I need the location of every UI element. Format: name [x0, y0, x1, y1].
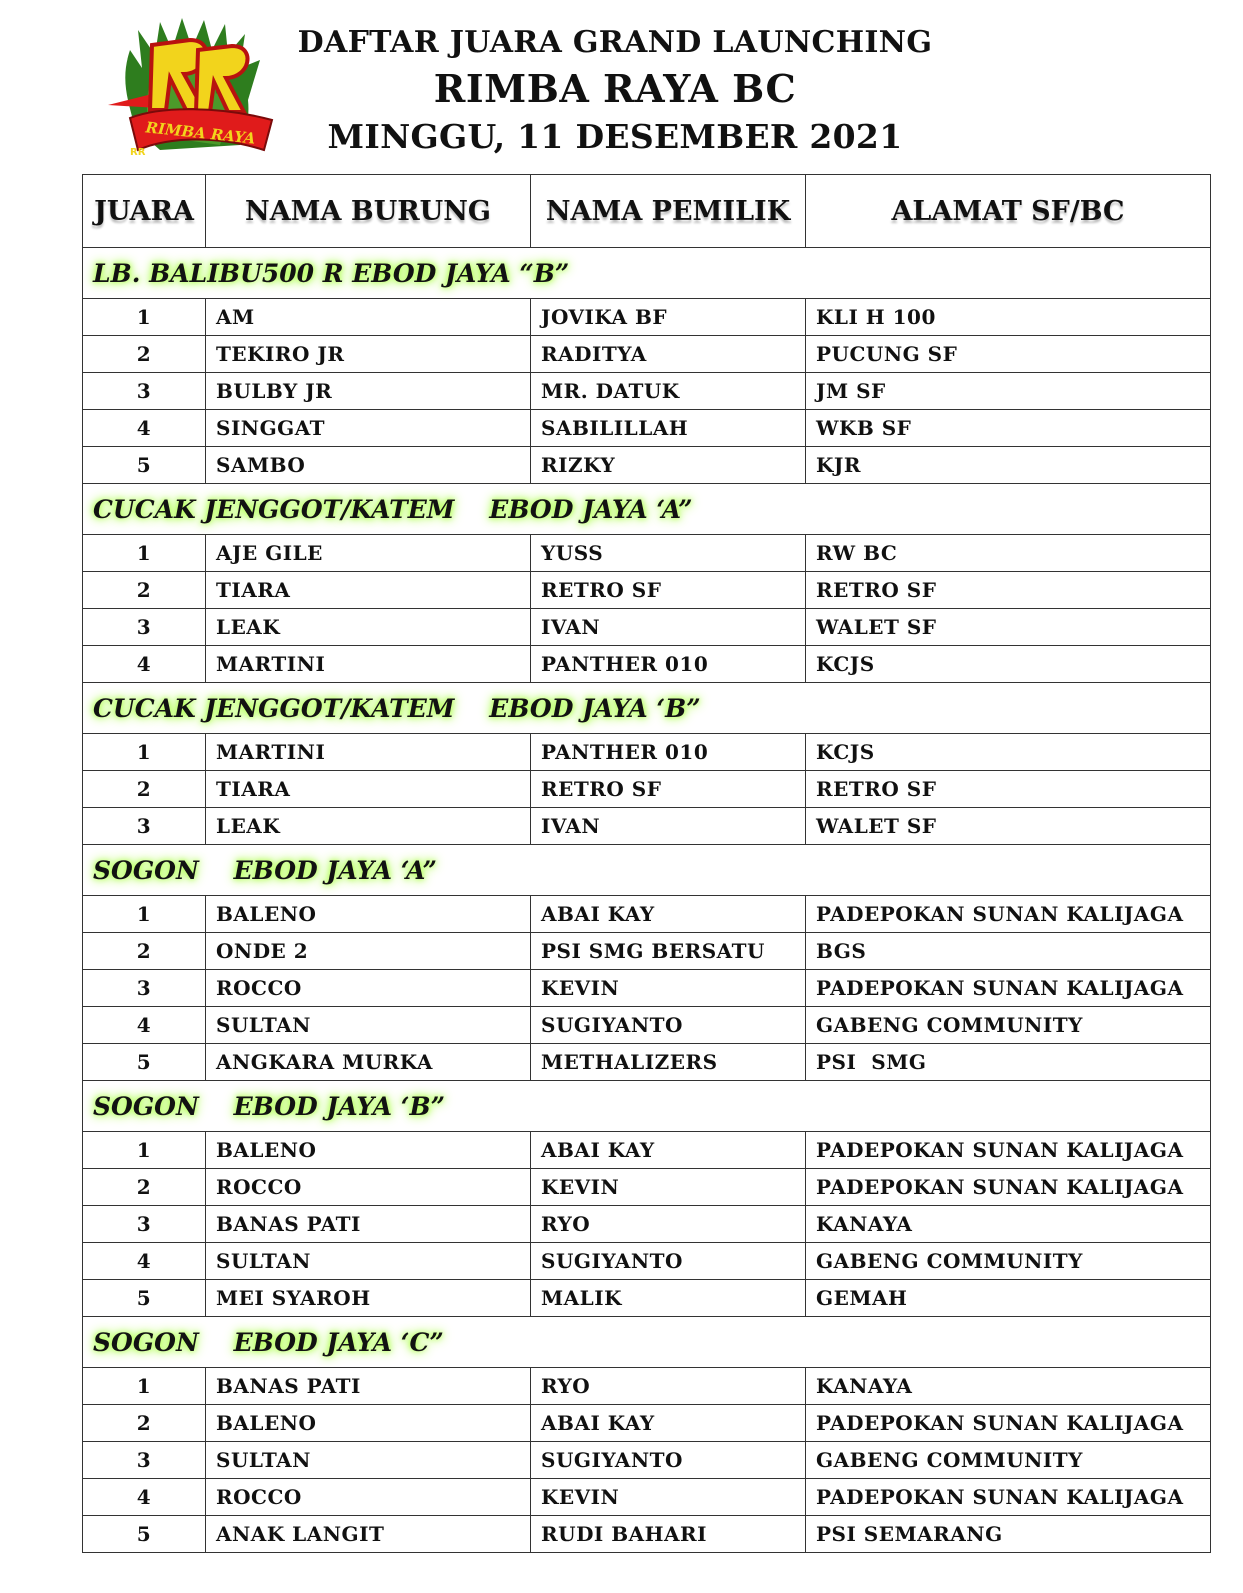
- table-row: [83, 1479, 1211, 1516]
- table-row: [83, 1169, 1211, 1206]
- bird-name-cell: MEI SYAROH: [206, 1280, 531, 1317]
- bird-name-cell: TIARA: [206, 771, 531, 808]
- bird-name-cell: ANAK LANGIT: [206, 1516, 531, 1553]
- owner-name-cell: SUGIYANTO: [531, 1442, 806, 1479]
- owner-name-cell: ABAI KAY: [531, 1132, 806, 1169]
- address-cell: WALET SF: [806, 609, 1211, 646]
- bird-name-cell: MARTINI: [206, 734, 531, 771]
- owner-name-cell: RYO: [531, 1206, 806, 1243]
- address-cell: KCJS: [806, 734, 1211, 771]
- rank-cell: 1: [83, 734, 206, 771]
- bird-name-cell: BANAS PATI: [206, 1206, 531, 1243]
- table-row: [83, 1442, 1211, 1479]
- header-alamat: ALAMAT SF/BC: [806, 175, 1211, 248]
- rimba-raya-logo: [100, 10, 280, 162]
- title-date: MINGGU, 11 DESEMBER 2021: [327, 117, 903, 156]
- bird-name-cell: ONDE 2: [206, 933, 531, 970]
- table-row: [83, 734, 1211, 771]
- bird-name-cell: SINGGAT: [206, 410, 531, 447]
- owner-name-cell: RADITYA: [531, 336, 806, 373]
- category-row: [83, 248, 1211, 299]
- address-cell: KANAYA: [806, 1368, 1211, 1405]
- table-row: [83, 970, 1211, 1007]
- address-cell: PADEPOKAN SUNAN KALIJAGA: [806, 896, 1211, 933]
- bird-name-cell: ROCCO: [206, 1169, 531, 1206]
- rank-cell: 3: [83, 1442, 206, 1479]
- rank-cell: 5: [83, 1516, 206, 1553]
- table-row: [83, 1516, 1211, 1553]
- rank-cell: 3: [83, 1206, 206, 1243]
- bird-name-cell: SULTAN: [206, 1442, 531, 1479]
- category-title: SOGON EBOD JAYA ‘A”: [83, 845, 1211, 896]
- rank-cell: 5: [83, 447, 206, 484]
- table-row: [83, 646, 1211, 683]
- table-row: [83, 1280, 1211, 1317]
- table-row: [83, 609, 1211, 646]
- category-title: SOGON EBOD JAYA ‘C”: [83, 1317, 1211, 1368]
- rank-cell: 2: [83, 1169, 206, 1206]
- rank-cell: 5: [83, 1044, 206, 1081]
- rank-cell: 4: [83, 410, 206, 447]
- bird-name-cell: LEAK: [206, 609, 531, 646]
- address-cell: KANAYA: [806, 1206, 1211, 1243]
- address-cell: PSI SEMARANG: [806, 1516, 1211, 1553]
- table-row: [83, 1206, 1211, 1243]
- owner-name-cell: RETRO SF: [531, 771, 806, 808]
- owner-name-cell: MALIK: [531, 1280, 806, 1317]
- bird-name-cell: ROCCO: [206, 970, 531, 1007]
- owner-name-cell: SUGIYANTO: [531, 1243, 806, 1280]
- owner-name-cell: ABAI KAY: [531, 896, 806, 933]
- bird-name-cell: ANGKARA MURKA: [206, 1044, 531, 1081]
- bird-name-cell: SULTAN: [206, 1243, 531, 1280]
- logo-text: RIMBA RAYA: [144, 118, 257, 148]
- rank-cell: 3: [83, 970, 206, 1007]
- rank-cell: 3: [83, 373, 206, 410]
- bird-name-cell: LEAK: [206, 808, 531, 845]
- bird-name-cell: BALENO: [206, 1132, 531, 1169]
- address-cell: KLI H 100: [806, 299, 1211, 336]
- rank-cell: 1: [83, 896, 206, 933]
- rank-cell: 2: [83, 336, 206, 373]
- rank-cell: 2: [83, 572, 206, 609]
- category-row: [83, 1317, 1211, 1368]
- table-row: [83, 1132, 1211, 1169]
- category-row: [83, 683, 1211, 734]
- owner-name-cell: SUGIYANTO: [531, 1007, 806, 1044]
- title-line-1: DAFTAR JUARA GRAND LAUNCHING: [297, 25, 933, 60]
- bird-name-cell: ROCCO: [206, 1479, 531, 1516]
- address-cell: KCJS: [806, 646, 1211, 683]
- table-row: [83, 572, 1211, 609]
- address-cell: RETRO SF: [806, 572, 1211, 609]
- header-row: [83, 175, 1211, 248]
- table-row: [83, 933, 1211, 970]
- bird-name-cell: AJE GILE: [206, 535, 531, 572]
- address-cell: GEMAH: [806, 1280, 1211, 1317]
- owner-name-cell: SABILILLAH: [531, 410, 806, 447]
- table-row: [83, 447, 1211, 484]
- rank-cell: 3: [83, 808, 206, 845]
- address-cell: BGS: [806, 933, 1211, 970]
- bird-name-cell: TIARA: [206, 572, 531, 609]
- rank-cell: 4: [83, 646, 206, 683]
- owner-name-cell: KEVIN: [531, 1479, 806, 1516]
- results-table: [82, 174, 1211, 1553]
- owner-name-cell: MR. DATUK: [531, 373, 806, 410]
- owner-name-cell: KEVIN: [531, 1169, 806, 1206]
- rank-cell: 2: [83, 933, 206, 970]
- bird-name-cell: SULTAN: [206, 1007, 531, 1044]
- rank-cell: 1: [83, 1132, 206, 1169]
- bird-name-cell: MARTINI: [206, 646, 531, 683]
- owner-name-cell: RYO: [531, 1368, 806, 1405]
- table-row: [83, 771, 1211, 808]
- address-cell: GABENG COMMUNITY: [806, 1442, 1211, 1479]
- table-row: [83, 299, 1211, 336]
- category-row: [83, 1081, 1211, 1132]
- category-title: SOGON EBOD JAYA ‘B”: [83, 1081, 1211, 1132]
- table-row: [83, 1405, 1211, 1442]
- table-row: [83, 336, 1211, 373]
- table-row: [83, 1044, 1211, 1081]
- address-cell: PADEPOKAN SUNAN KALIJAGA: [806, 1479, 1211, 1516]
- table-row: [83, 1007, 1211, 1044]
- bird-name-cell: SAMBO: [206, 447, 531, 484]
- owner-name-cell: IVAN: [531, 808, 806, 845]
- rank-cell: 2: [83, 1405, 206, 1442]
- owner-name-cell: ABAI KAY: [531, 1405, 806, 1442]
- address-cell: PSI SMG: [806, 1044, 1211, 1081]
- category-title: LB. BALIBU500 R EBOD JAYA “B”: [83, 248, 1211, 299]
- rank-cell: 4: [83, 1479, 206, 1516]
- address-cell: PADEPOKAN SUNAN KALIJAGA: [806, 1405, 1211, 1442]
- owner-name-cell: YUSS: [531, 535, 806, 572]
- rank-cell: 1: [83, 535, 206, 572]
- title-line-2: RIMBA RAYA BC: [433, 66, 797, 111]
- address-cell: GABENG COMMUNITY: [806, 1243, 1211, 1280]
- owner-name-cell: JOVIKA BF: [531, 299, 806, 336]
- table-row: [83, 896, 1211, 933]
- table-row: [83, 410, 1211, 447]
- rank-cell: 1: [83, 1368, 206, 1405]
- owner-name-cell: METHALIZERS: [531, 1044, 806, 1081]
- category-title: CUCAK JENGGOT/KATEM EBOD JAYA ‘B”: [83, 683, 1211, 734]
- bird-name-cell: BANAS PATI: [206, 1368, 531, 1405]
- owner-name-cell: RIZKY: [531, 447, 806, 484]
- address-cell: PADEPOKAN SUNAN KALIJAGA: [806, 1169, 1211, 1206]
- address-cell: JM SF: [806, 373, 1211, 410]
- address-cell: RETRO SF: [806, 771, 1211, 808]
- category-row: [83, 484, 1211, 535]
- owner-name-cell: IVAN: [531, 609, 806, 646]
- bird-name-cell: BALENO: [206, 896, 531, 933]
- header-juara: JUARA: [83, 175, 206, 248]
- owner-name-cell: PSI SMG BERSATU: [531, 933, 806, 970]
- owner-name-cell: RETRO SF: [531, 572, 806, 609]
- category-title: CUCAK JENGGOT/KATEM EBOD JAYA ‘A”: [83, 484, 1211, 535]
- header-nama-pemilik: NAMA PEMILIK: [531, 175, 806, 248]
- header-nama-burung: NAMA BURUNG: [206, 175, 531, 248]
- address-cell: RW BC: [806, 535, 1211, 572]
- table-row: [83, 1368, 1211, 1405]
- rank-cell: 4: [83, 1007, 206, 1044]
- table-row: [83, 808, 1211, 845]
- title-block: [290, 22, 940, 160]
- logo-letters: RR: [130, 147, 146, 158]
- owner-name-cell: KEVIN: [531, 970, 806, 1007]
- address-cell: PADEPOKAN SUNAN KALIJAGA: [806, 970, 1211, 1007]
- address-cell: PADEPOKAN SUNAN KALIJAGA: [806, 1132, 1211, 1169]
- rank-cell: 2: [83, 771, 206, 808]
- bird-name-cell: TEKIRO JR: [206, 336, 531, 373]
- bird-name-cell: AM: [206, 299, 531, 336]
- owner-name-cell: RUDI BAHARI: [531, 1516, 806, 1553]
- owner-name-cell: PANTHER 010: [531, 646, 806, 683]
- bird-name-cell: BALENO: [206, 1405, 531, 1442]
- category-row: [83, 845, 1211, 896]
- table-row: [83, 1243, 1211, 1280]
- address-cell: GABENG COMMUNITY: [806, 1007, 1211, 1044]
- rank-cell: 4: [83, 1243, 206, 1280]
- bird-name-cell: BULBY JR: [206, 373, 531, 410]
- table-row: [83, 373, 1211, 410]
- rank-cell: 1: [83, 299, 206, 336]
- address-cell: WKB SF: [806, 410, 1211, 447]
- table-row: [83, 535, 1211, 572]
- rank-cell: 3: [83, 609, 206, 646]
- address-cell: KJR: [806, 447, 1211, 484]
- owner-name-cell: PANTHER 010: [531, 734, 806, 771]
- address-cell: WALET SF: [806, 808, 1211, 845]
- address-cell: PUCUNG SF: [806, 336, 1211, 373]
- rank-cell: 5: [83, 1280, 206, 1317]
